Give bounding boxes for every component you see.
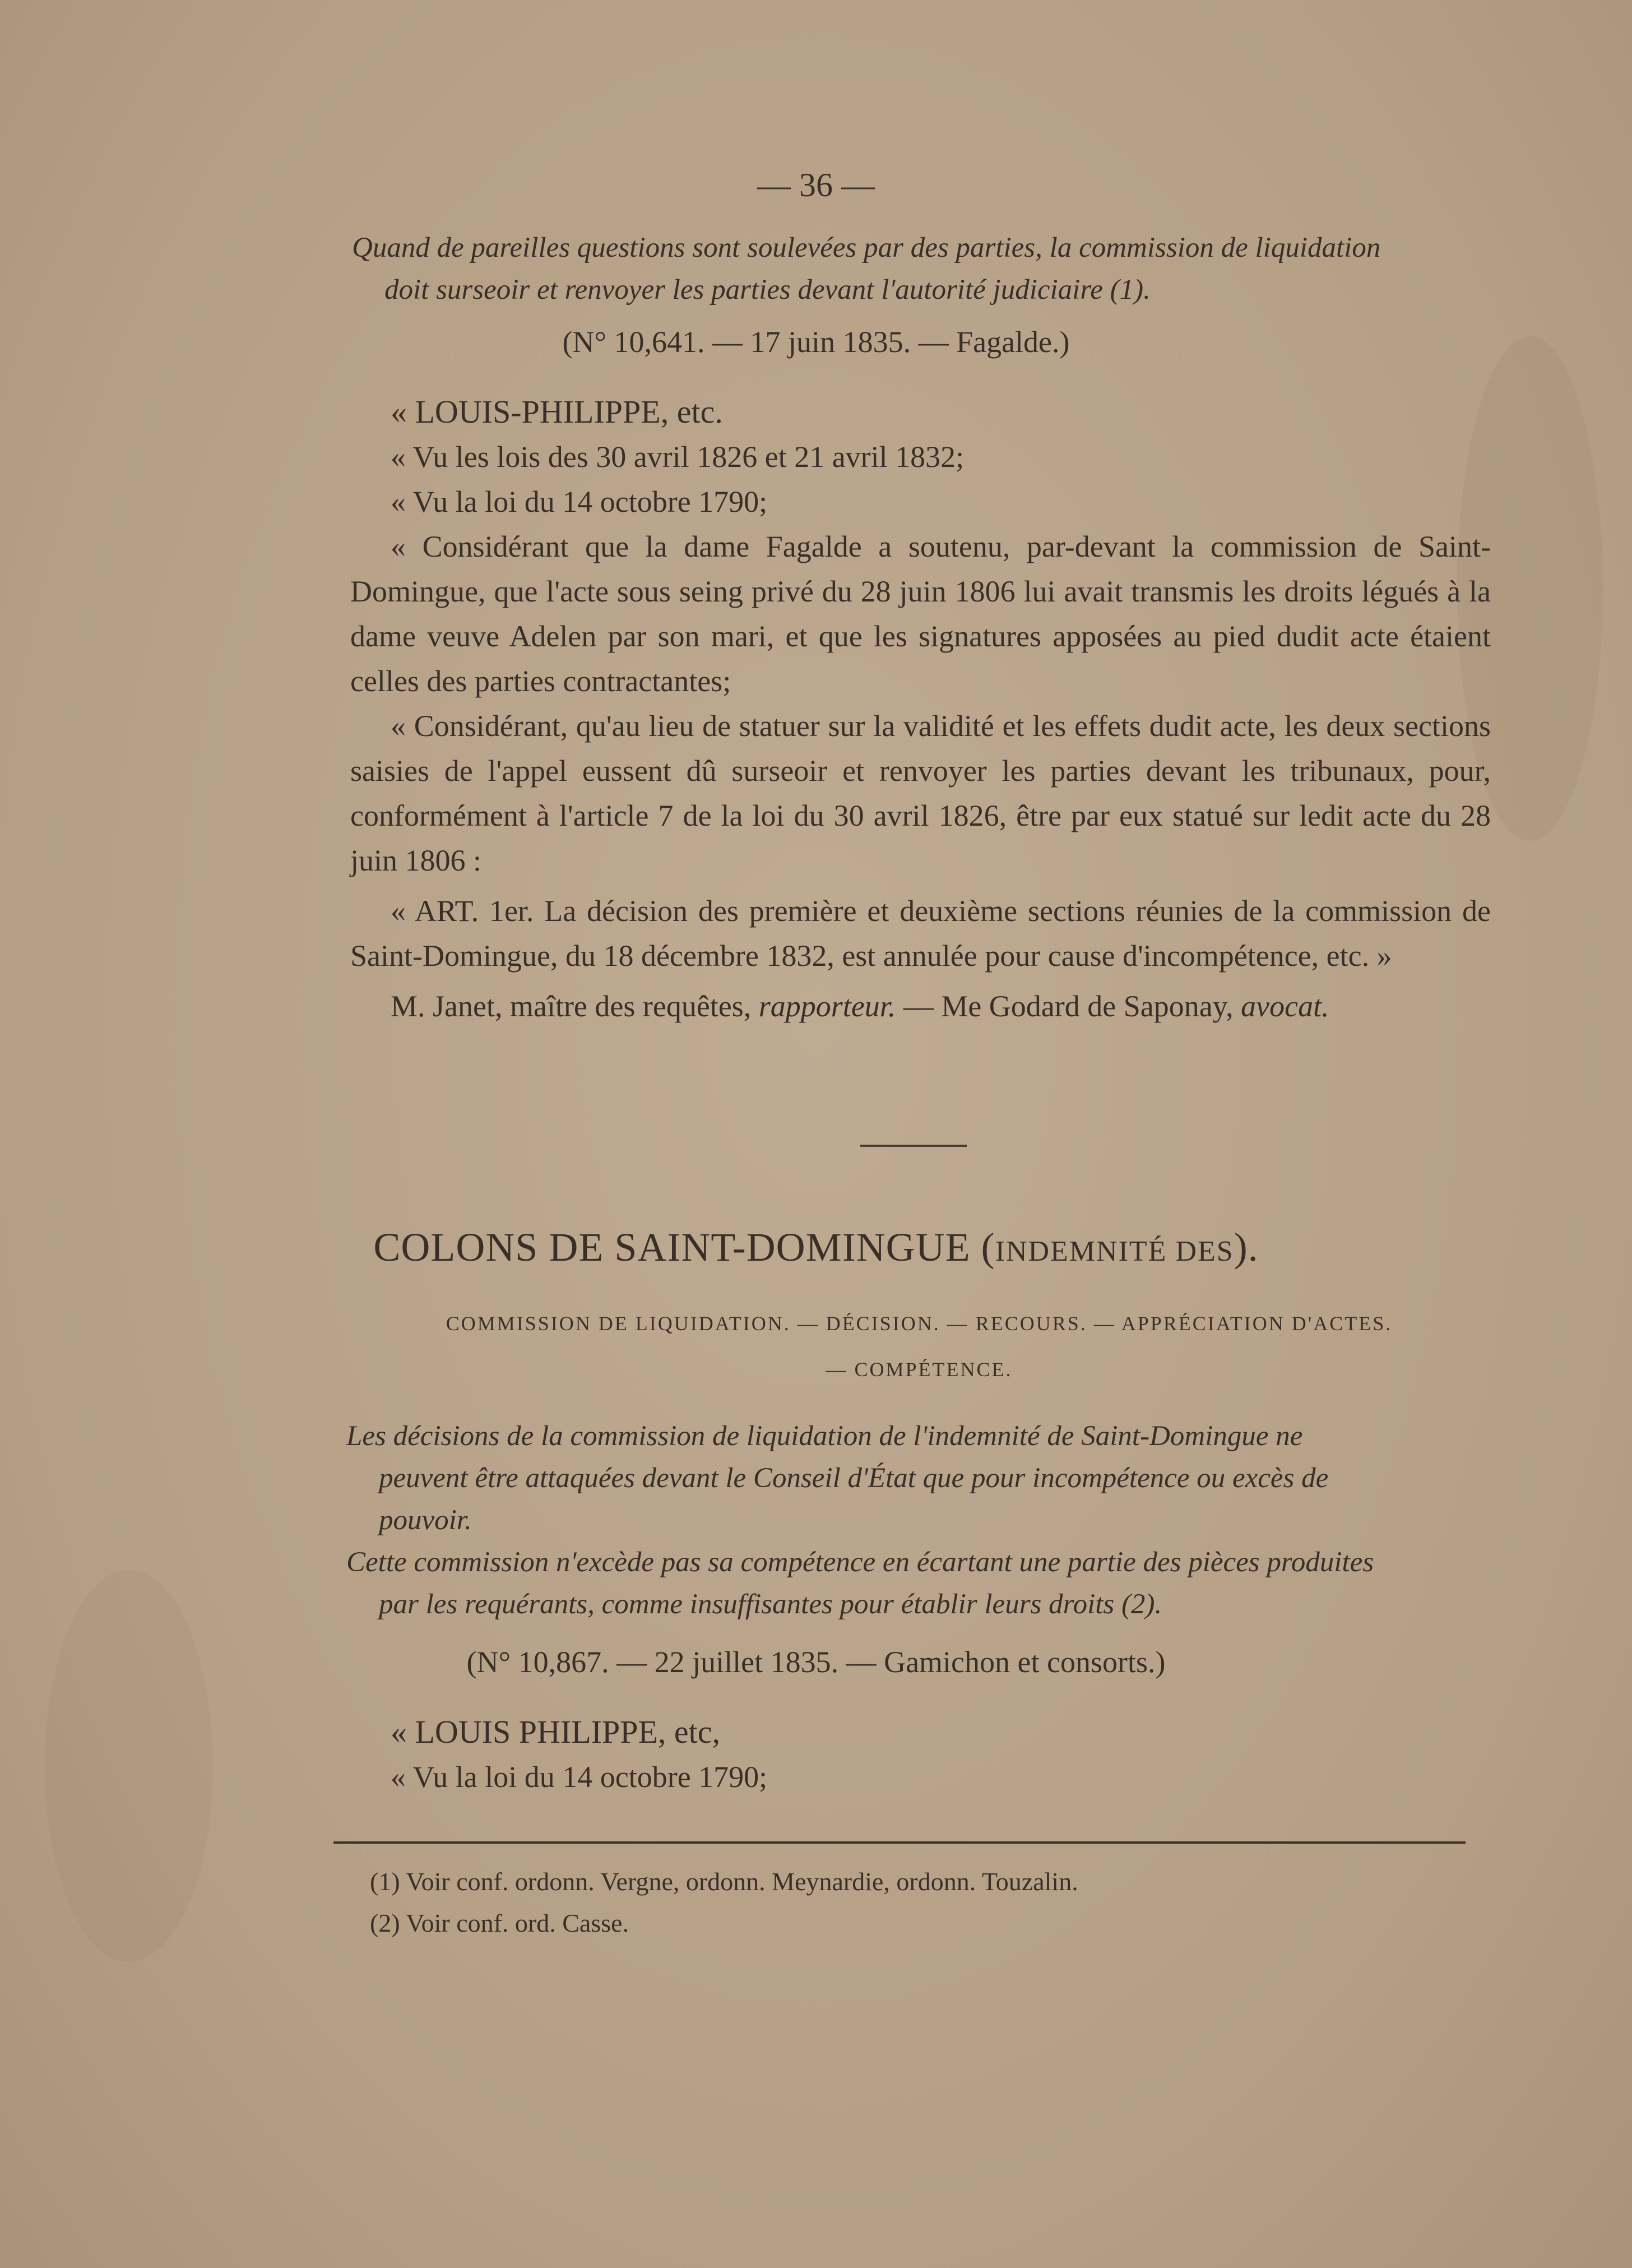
summary-line: doit surseoir et renvoyer les parties devant l'autorité judiciaire (1). [384,274,1151,306]
decree-opening: « LOUIS-PHILIPPE, etc. [391,394,723,430]
case1-body [350,390,1491,1029]
subheading-line: — COMPÉTENCE. [826,1358,1013,1381]
section-divider [860,1145,967,1147]
case2-reference: (N° 10,867. — 22 juillet 1835. — Gamichon et consorts.) [466,1645,1166,1679]
subheading-line: COMMISSION DE LIQUIDATION. — DÉCISION. — RECOURS. — APPRÉCIATION D'ACTES. [446,1312,1393,1335]
case1-summary [352,227,1490,311]
body-paragraph: « Considérant que la dame Fagalde a soutenu, par-devant la commission de Saint-Domingue, que l'acte sous seing privé du 28 juin 1806 lui avait transmis les droits légués à la dame veuve Adelen par son mari, et que les signatures apposées au pied dudit acte étaient celles des parties contractantes; [350,530,1491,698]
signature-role: rapporteur. [758,989,896,1023]
signature-role: avocat. [1241,989,1329,1023]
page-number: — 36 — [757,166,875,203]
body-paragraph: « Vu les lois des 30 avril 1826 et 21 avril 1832; [391,440,965,474]
summary-line: Les décisions de la commission de liquidation de l'indemnité de Saint-Domingue ne [346,1420,1303,1452]
body-paragraph: « Vu la loi du 14 octobre 1790; [391,485,768,519]
title-smallcaps: INDEMNITÉ DES [995,1235,1234,1267]
footnote: (2) Voir conf. ord. Casse. [370,1909,629,1937]
body-paragraph: « Vu la loi du 14 octobre 1790; [391,1760,768,1794]
title-end: ). [1234,1225,1259,1270]
case2-body [350,1710,1491,1799]
body-paragraph: « Considérant, qu'au lieu de statuer sur la validité et les effets dudit acte, les deux sections saisies de l'appel eussent dû surseoir et renvoyer les parties devant les tribunaux, pour, conformément à l'article 7 de la loi du 30 avril 1826, être par eux statué sur ledit acte du 28 juin 1806 : [350,709,1491,877]
summary-line: Quand de pareilles questions sont soulevées par des parties, la commission de liquidation [352,232,1381,263]
signature-text: — Me Godard de Saponay, [896,989,1241,1023]
section-subheading [347,1300,1491,1392]
footnotes [370,1861,1435,1944]
footnote-rule [333,1841,1466,1844]
summary-line: Cette commission n'excède pas sa compétence en écartant une partie des pièces produites [346,1547,1374,1578]
decree-opening: « LOUIS PHILIPPE, etc, [391,1714,721,1750]
case1-reference: (N° 10,641. — 17 juin 1835. — Fagalde.) [562,325,1070,359]
title-main: COLONS DE SAINT-DOMINGUE ( [373,1225,995,1270]
case2-summary [346,1415,1495,1626]
article-paragraph: « ART. 1er. La décision des première et deuxième sections réunies de la commission de Saint-Domingue, du 18 décembre 1832, est annulée pour cause d'incompétence, etc. » [350,894,1491,973]
summary-line: peuvent être attaquées devant le Conseil d'État que pour incompétence ou excès de [379,1462,1329,1494]
section-title [0,1225,1632,1274]
signature-text: M. Janet, maître des requêtes, [391,989,759,1023]
summary-line: pouvoir. [379,1505,472,1536]
paper-stain [45,1570,213,1962]
footnote: (1) Voir conf. ordonn. Vergne, ordonn. Meynardie, ordonn. Touzalin. [370,1867,1078,1896]
summary-line: par les requérants, comme insuffisantes pour établir leurs droits (2). [379,1589,1162,1620]
signature-line [350,984,1491,1029]
